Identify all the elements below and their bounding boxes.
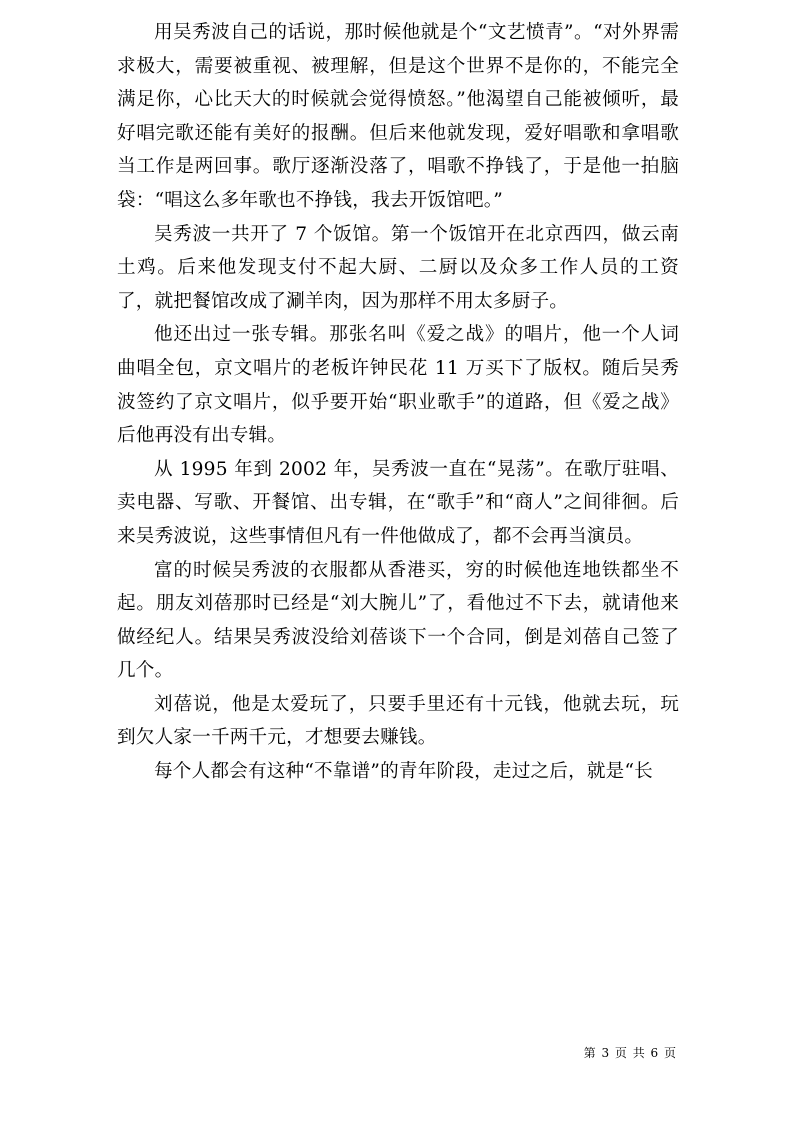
paragraph-7: 每个人都会有这种“不靠谱”的青年阶段，走过之后，就是“长 bbox=[154, 761, 653, 783]
paragraph-6: 刘蓓说，他是太爱玩了，只要手里还有十元钱，他就去玩，玩到欠人家一千两千元，才想要去赚钱。 bbox=[117, 693, 679, 749]
paragraph-5: 富的时候吴秀波的衣服都从香港买，穷的时候他连地铁都坐不起。朋友刘蓓那时已经是“刘大腕儿”了，看他过不下去，就请他来做经纪人。结果吴秀波没给刘蓓谈下一个合同，倒是刘蓓自己签了几个。 bbox=[117, 559, 679, 682]
paragraph-4: 从 1995 年到 2002 年，吴秀波一直在“晃荡”。在歌厅驻唱、卖电器、写歌、开餐馆、出专辑，在“歌手”和“商人”之间徘徊。后来吴秀波说，这些事情但凡有一件他做成了，都不会再当演员。 bbox=[117, 458, 679, 547]
paragraph-1: 用吴秀波自己的话说，那时候他就是个“文艺愤青”。“对外界需求极大，需要被重视、被理解，但是这个世界不是你的，不能完全满足你，心比天大的时候就会觉得愤怒。”他渴望自己能被倾听，最好唱完歌还能有美好的报酬。但后来他就发现，爱好唱歌和拿唱歌当工作是两回事。歌厅逐渐没落了，唱歌不挣钱了，于是他一拍脑袋：“唱这么多年歌也不挣钱，我去开饭馆吧。” bbox=[117, 22, 679, 211]
paragraph-2: 吴秀波一共开了 7 个饭馆。第一个饭馆开在北京西四，做云南土鸡。后来他发现支付不起大厨、二厨以及众多工作人员的工资了，就把餐馆改成了涮羊肉，因为那样不用太多厨子。 bbox=[117, 223, 679, 312]
page-number-footer: 第 3 页 共 6 页 bbox=[583, 1046, 677, 1060]
document-body bbox=[117, 16, 679, 789]
paragraph-3: 他还出过一张专辑。那张名叫《爱之战》的唱片，他一个人词曲唱全包，京文唱片的老板许钟民花 11 万买下了版权。随后吴秀波签约了京文唱片，似乎要开始“职业歌手”的道路，但《爱之战》后他再没有出专辑。 bbox=[117, 324, 679, 447]
